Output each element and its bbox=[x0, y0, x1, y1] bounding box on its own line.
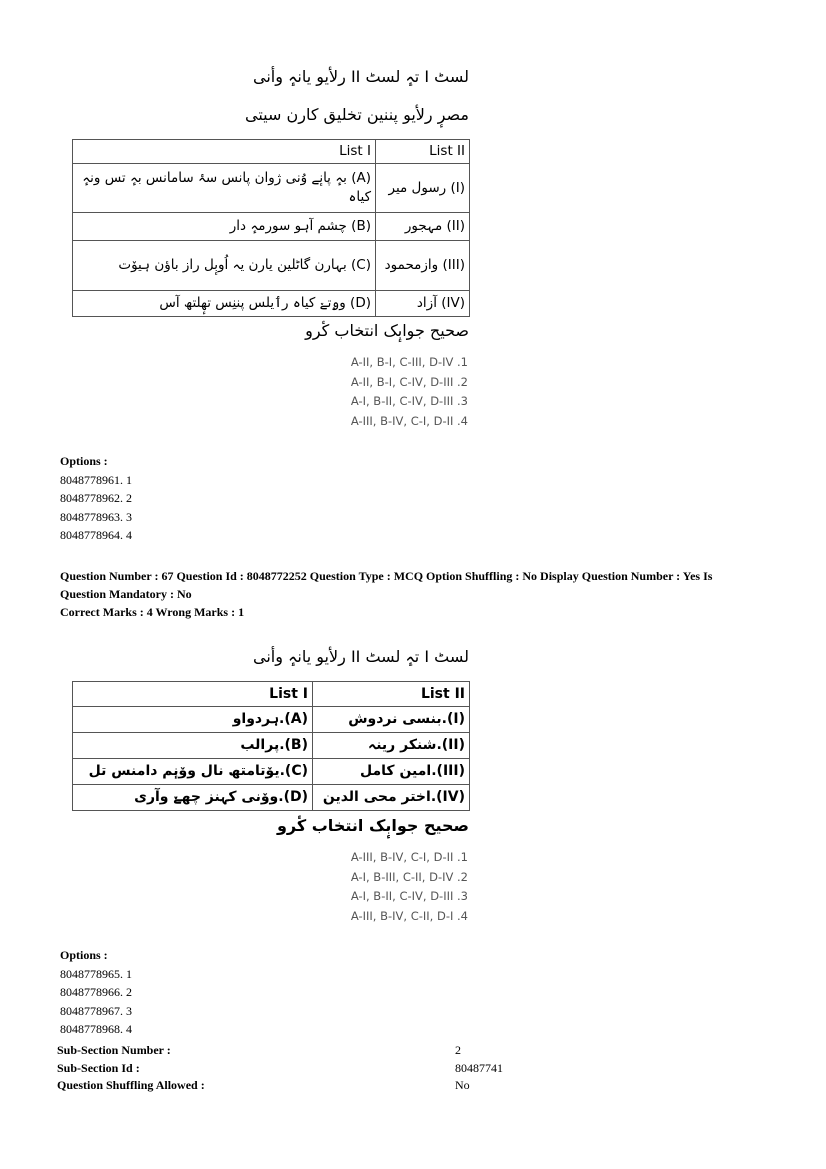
shuffle-allowed-row bbox=[57, 1078, 557, 1096]
shuffle-allowed-label: Question Shuffling Allowed : bbox=[57, 1078, 205, 1092]
q67-meta bbox=[60, 567, 780, 621]
option-id: 8048778967. 3 bbox=[60, 1003, 132, 1018]
list2-cell: (I) رسول میر bbox=[376, 164, 470, 213]
list1-cell: (C) بہارن گاٹلین یارن یہ اُوبٕل راز باؤن ہیوٚت bbox=[73, 241, 376, 291]
answer-choice: A-III, B-IV, C-I, D-II .4 bbox=[350, 413, 468, 428]
answer-choice: A-II, B-I, C-IV, D-III .2 bbox=[350, 374, 468, 389]
q67-meta-line1: Question Number : 67 Question Id : 8048772252 Question Type : MCQ Option Shuffling : No Display Question Number : Yes Is bbox=[60, 569, 713, 583]
list1-cell: (D) وۄتےٚ کیاہ رٲیلس پننِس تھٕلتھ آس bbox=[73, 291, 376, 317]
option-id: 8048778964. 4 bbox=[60, 528, 132, 542]
subsection-number-value: 2 bbox=[455, 1043, 461, 1057]
subsection-number-label: Sub-Section Number : bbox=[57, 1043, 171, 1057]
table-row bbox=[73, 291, 470, 317]
list1-cell: (C).یوٚتامتھ نال ووٚنٕم دامنس تل bbox=[73, 759, 313, 785]
list2-cell: (IV).اختر محی الدین bbox=[313, 785, 470, 811]
q67-prompt: صحیح جوابٕک انتخاب کٔرو bbox=[276, 816, 469, 835]
option-id: 8048778965. 1 bbox=[60, 966, 132, 981]
subsection-info bbox=[57, 1043, 557, 1096]
shuffle-allowed-value: No bbox=[455, 1078, 470, 1092]
table-row bbox=[73, 733, 470, 759]
q66-answer-list bbox=[268, 353, 468, 431]
q66-heading1: لسٹ I تہٕ لسٹ II رلأیو یانہٕ وأنی bbox=[252, 67, 469, 86]
table-row bbox=[73, 759, 470, 785]
option-id: 8048778966. 2 bbox=[60, 985, 132, 999]
list2-cell: (I).بنسی نردوش bbox=[313, 707, 470, 733]
q67-heading-wrap bbox=[72, 646, 469, 668]
q66-match-table-wrap bbox=[72, 139, 469, 317]
list2-cell: (III) وازمحمود bbox=[376, 241, 470, 291]
table-header-row bbox=[73, 682, 470, 707]
answer-choice: A-III, B-IV, C-I, D-II .1 bbox=[350, 850, 468, 864]
q66-match-table bbox=[72, 139, 470, 317]
table-row bbox=[73, 785, 470, 811]
subsection-id-label: Sub-Section Id : bbox=[57, 1060, 140, 1075]
q66-prompt-wrap bbox=[72, 320, 469, 342]
q67-prompt-wrap bbox=[72, 815, 469, 837]
list2-header: List II bbox=[376, 140, 470, 164]
subsection-id-row bbox=[57, 1061, 557, 1079]
list1-header: List I bbox=[73, 682, 313, 707]
q67-answer-list bbox=[268, 848, 468, 926]
option-id: 8048778968. 4 bbox=[60, 1022, 132, 1036]
table-row bbox=[73, 241, 470, 291]
list2-cell: (II) مہجور bbox=[376, 213, 470, 241]
q66-prompt: صحیح جوابٕک انتخاب کٔرو bbox=[305, 321, 469, 340]
q66-heading-poets bbox=[72, 104, 469, 126]
list2-cell: (II).شنکر رینہ bbox=[313, 733, 470, 759]
answer-choice: A-I, B-III, C-II, D-IV .2 bbox=[350, 869, 468, 884]
table-row bbox=[73, 213, 470, 241]
list1-cell: (B) چشم آہو سورمہٕ دار bbox=[73, 213, 376, 241]
table-header-row bbox=[73, 140, 470, 164]
q67-meta-line3: Correct Marks : 4 Wrong Marks : 1 bbox=[60, 605, 245, 619]
answer-choice: A-II, B-I, C-III, D-IV .1 bbox=[350, 355, 468, 369]
subsection-number-row bbox=[57, 1043, 557, 1061]
answer-choice: A-III, B-IV, C-II, D-I .4 bbox=[350, 908, 468, 923]
list1-cell: (D).ووٚنی کہنز چھےٚ وآری bbox=[73, 785, 313, 811]
q66-heading2: مصرٕ رلأیو پننین تخلیق کارن سیتی bbox=[244, 105, 469, 124]
q67-match-table bbox=[72, 681, 470, 811]
q67-heading1: لسٹ I تہٕ لسٹ II رلأیو یانہٕ وأنی bbox=[252, 647, 469, 666]
option-id: 8048778962. 2 bbox=[60, 491, 132, 505]
list2-cell: (III).امین کامل bbox=[313, 759, 470, 785]
list2-header: List II bbox=[313, 682, 470, 707]
list1-cell: (B).پرالب bbox=[73, 733, 313, 759]
answer-choice: A-I, B-II, C-IV, D-III .3 bbox=[350, 394, 468, 408]
q67-options bbox=[60, 946, 132, 1039]
list2-cell: (IV) آزاد bbox=[376, 291, 470, 317]
list1-cell: (A).ہردواو bbox=[73, 707, 313, 733]
q67-meta-line2: Question Mandatory : No bbox=[60, 587, 192, 601]
q66-heading-list bbox=[72, 66, 469, 88]
list1-header: List I bbox=[73, 140, 376, 164]
list1-cell: (A) بہٕ پانٕے وُنی ژوان پانس سۂ سامانس بہٕ تس ونہٕ کیاہ bbox=[73, 164, 376, 213]
answer-choice: A-I, B-II, C-IV, D-III .3 bbox=[350, 889, 468, 903]
option-id: 8048778961. 1 bbox=[60, 472, 132, 487]
table-row bbox=[73, 707, 470, 733]
q66-options bbox=[60, 452, 132, 545]
option-id: 8048778963. 3 bbox=[60, 509, 132, 524]
options-label: Options : bbox=[60, 454, 108, 468]
table-row bbox=[73, 164, 470, 213]
options-label: Options : bbox=[60, 948, 108, 962]
subsection-id-value: 80487741 bbox=[455, 1060, 503, 1075]
q67-match-table-wrap bbox=[72, 681, 469, 811]
